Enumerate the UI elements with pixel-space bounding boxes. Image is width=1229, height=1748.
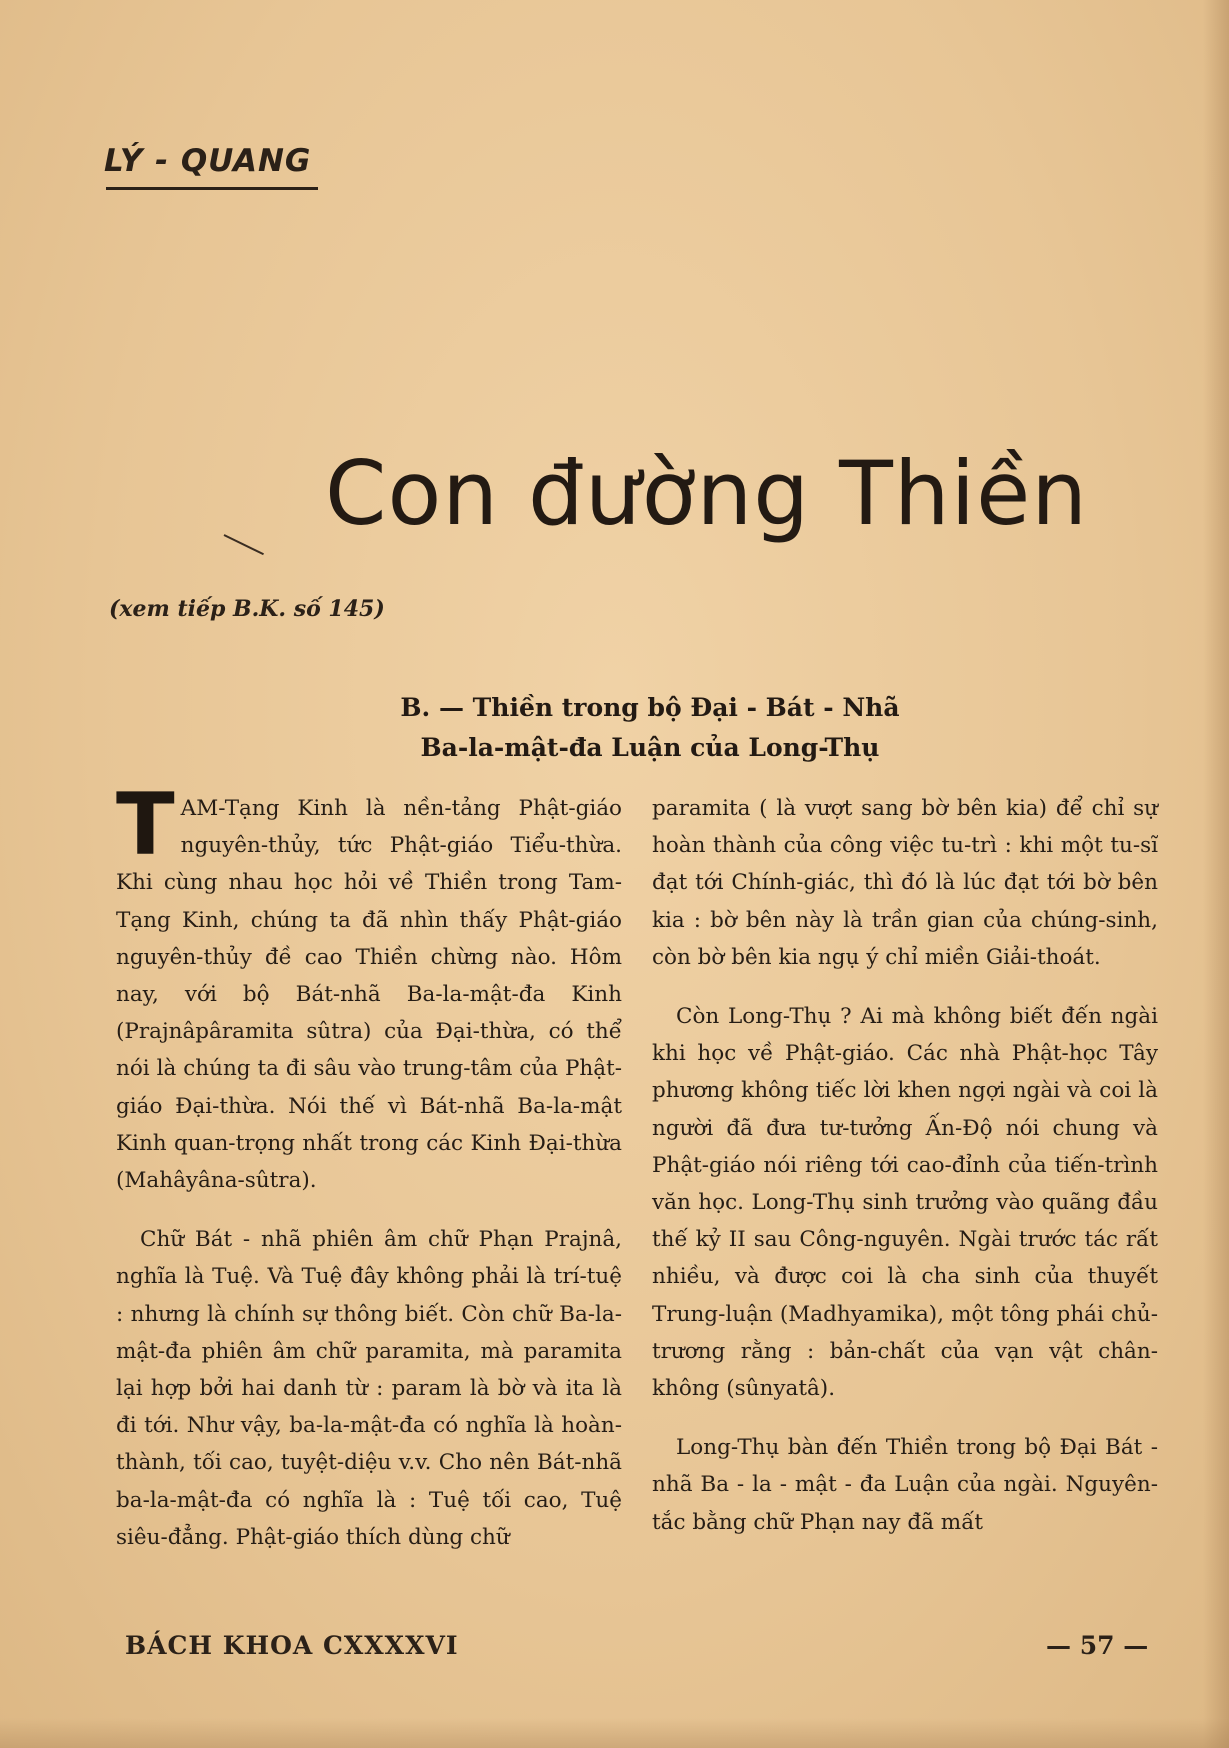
drop-cap: T <box>116 775 175 875</box>
author-underline <box>106 187 318 190</box>
section-heading-line-1: B. — Thiền trong bộ Đại - Bát - Nhã <box>400 693 900 722</box>
section-heading-line-2: Ba-la-mật-đa Luận của Long-Thụ <box>420 733 880 762</box>
left-paragraph-1-text: AM-Tạng Kinh là nền-tảng Phật-giáo nguyên-thủy, tức Phật-giáo Tiểu-thừa. Khi cùng nhau học hỏi về Thiền trong Tam-Tạng Kinh, chúng ta đã nhìn thấy Phật-giáo nguyên-thủy đề cao Thiền chừng nào. Hôm nay, với bộ Bát-nhã Ba-la-mật-đa Kinh (Prajnâpâramita sûtra) của Đại-thừa, có thể nói là chúng ta đi sâu vào trung-tâm của Phật-giáo Đại-thừa. Nói thế vì Bát-nhã Ba-la-mật Kinh quan-trọng nhất trong các Kinh Đại-thừa (Mahâyâna-sûtra). <box>116 796 622 1194</box>
right-paragraph-2: Còn Long-Thụ ? Ai mà không biết đến ngài khi học về Phật-giáo. Các nhà Phật-học Tây phương không tiếc lời khen ngợi ngài và coi là người đã đưa tư-tưởng Ấn-Độ nói chung và Phật-giáo nói riêng tới cao-đỉnh của tiến-trình văn học. Long-Thụ sinh trưởng vào quãng đầu thế kỷ II sau Công-nguyên. Ngài trước tác rất nhiều, và được coi là cha sinh của thuyết Trung-luận (Madhyamika), một tông phái chủ-trương rằng : bản-chất của vạn vật chân-không (sûnyatâ). <box>652 1004 1158 1402</box>
article-title: Con đường Thiền <box>325 442 1088 545</box>
right-column <box>652 790 1158 1563</box>
left-column <box>116 775 622 1578</box>
page-edge-shadow-right <box>1203 0 1229 1748</box>
page-number: — 57 — <box>1046 1631 1149 1660</box>
left-paragraph-2: Chữ Bát - nhã phiên âm chữ Phạn Prajnâ, nghĩa là Tuệ. Và Tuệ đây không phải là trí-tuệ : nhưng là chính sự thông biết. Còn chữ Ba-la-mật-đa phiên âm chữ paramita, mà paramita lại hợp bởi hai danh từ : param là bờ và ita là đi tới. Như vậy, ba-la-mật-đa có nghĩa là hoàn-thành, tối cao, tuyệt-diệu v.v. Cho nên Bát-nhã ba-la-mật-đa có nghĩa là : Tuệ tối cao, Tuệ siêu-đẳng. Phật-giáo thích dùng chữ <box>116 1227 622 1550</box>
author-name: LÝ - QUANG <box>104 143 312 179</box>
continued-note: (xem tiếp B.K. số 145) <box>109 596 385 622</box>
left-paragraph-1 <box>116 775 622 1199</box>
publication-name: BÁCH KHOA CXXXXVI <box>125 1631 459 1660</box>
right-paragraph-3: Long-Thụ bàn đến Thiền trong bộ Đại Bát - nhã Ba - la - mật - đa Luận của ngài. Nguyên-tắc bằng chữ Phạn nay đã mất <box>652 1435 1158 1535</box>
right-paragraph-1: paramita ( là vượt sang bờ bên kia) để chỉ sự hoàn thành của công việc tu-trì : khi một tu-sĩ đạt tới Chính-giác, thì đó là lúc đạt tới bờ bên kia : bờ bên này là trần gian của chúng-sinh, còn bờ bên kia ngụ ý chỉ miền Giải-thoát. <box>652 796 1158 970</box>
page-edge-shadow-bottom <box>0 1718 1229 1748</box>
title-dash-mark <box>224 534 264 555</box>
